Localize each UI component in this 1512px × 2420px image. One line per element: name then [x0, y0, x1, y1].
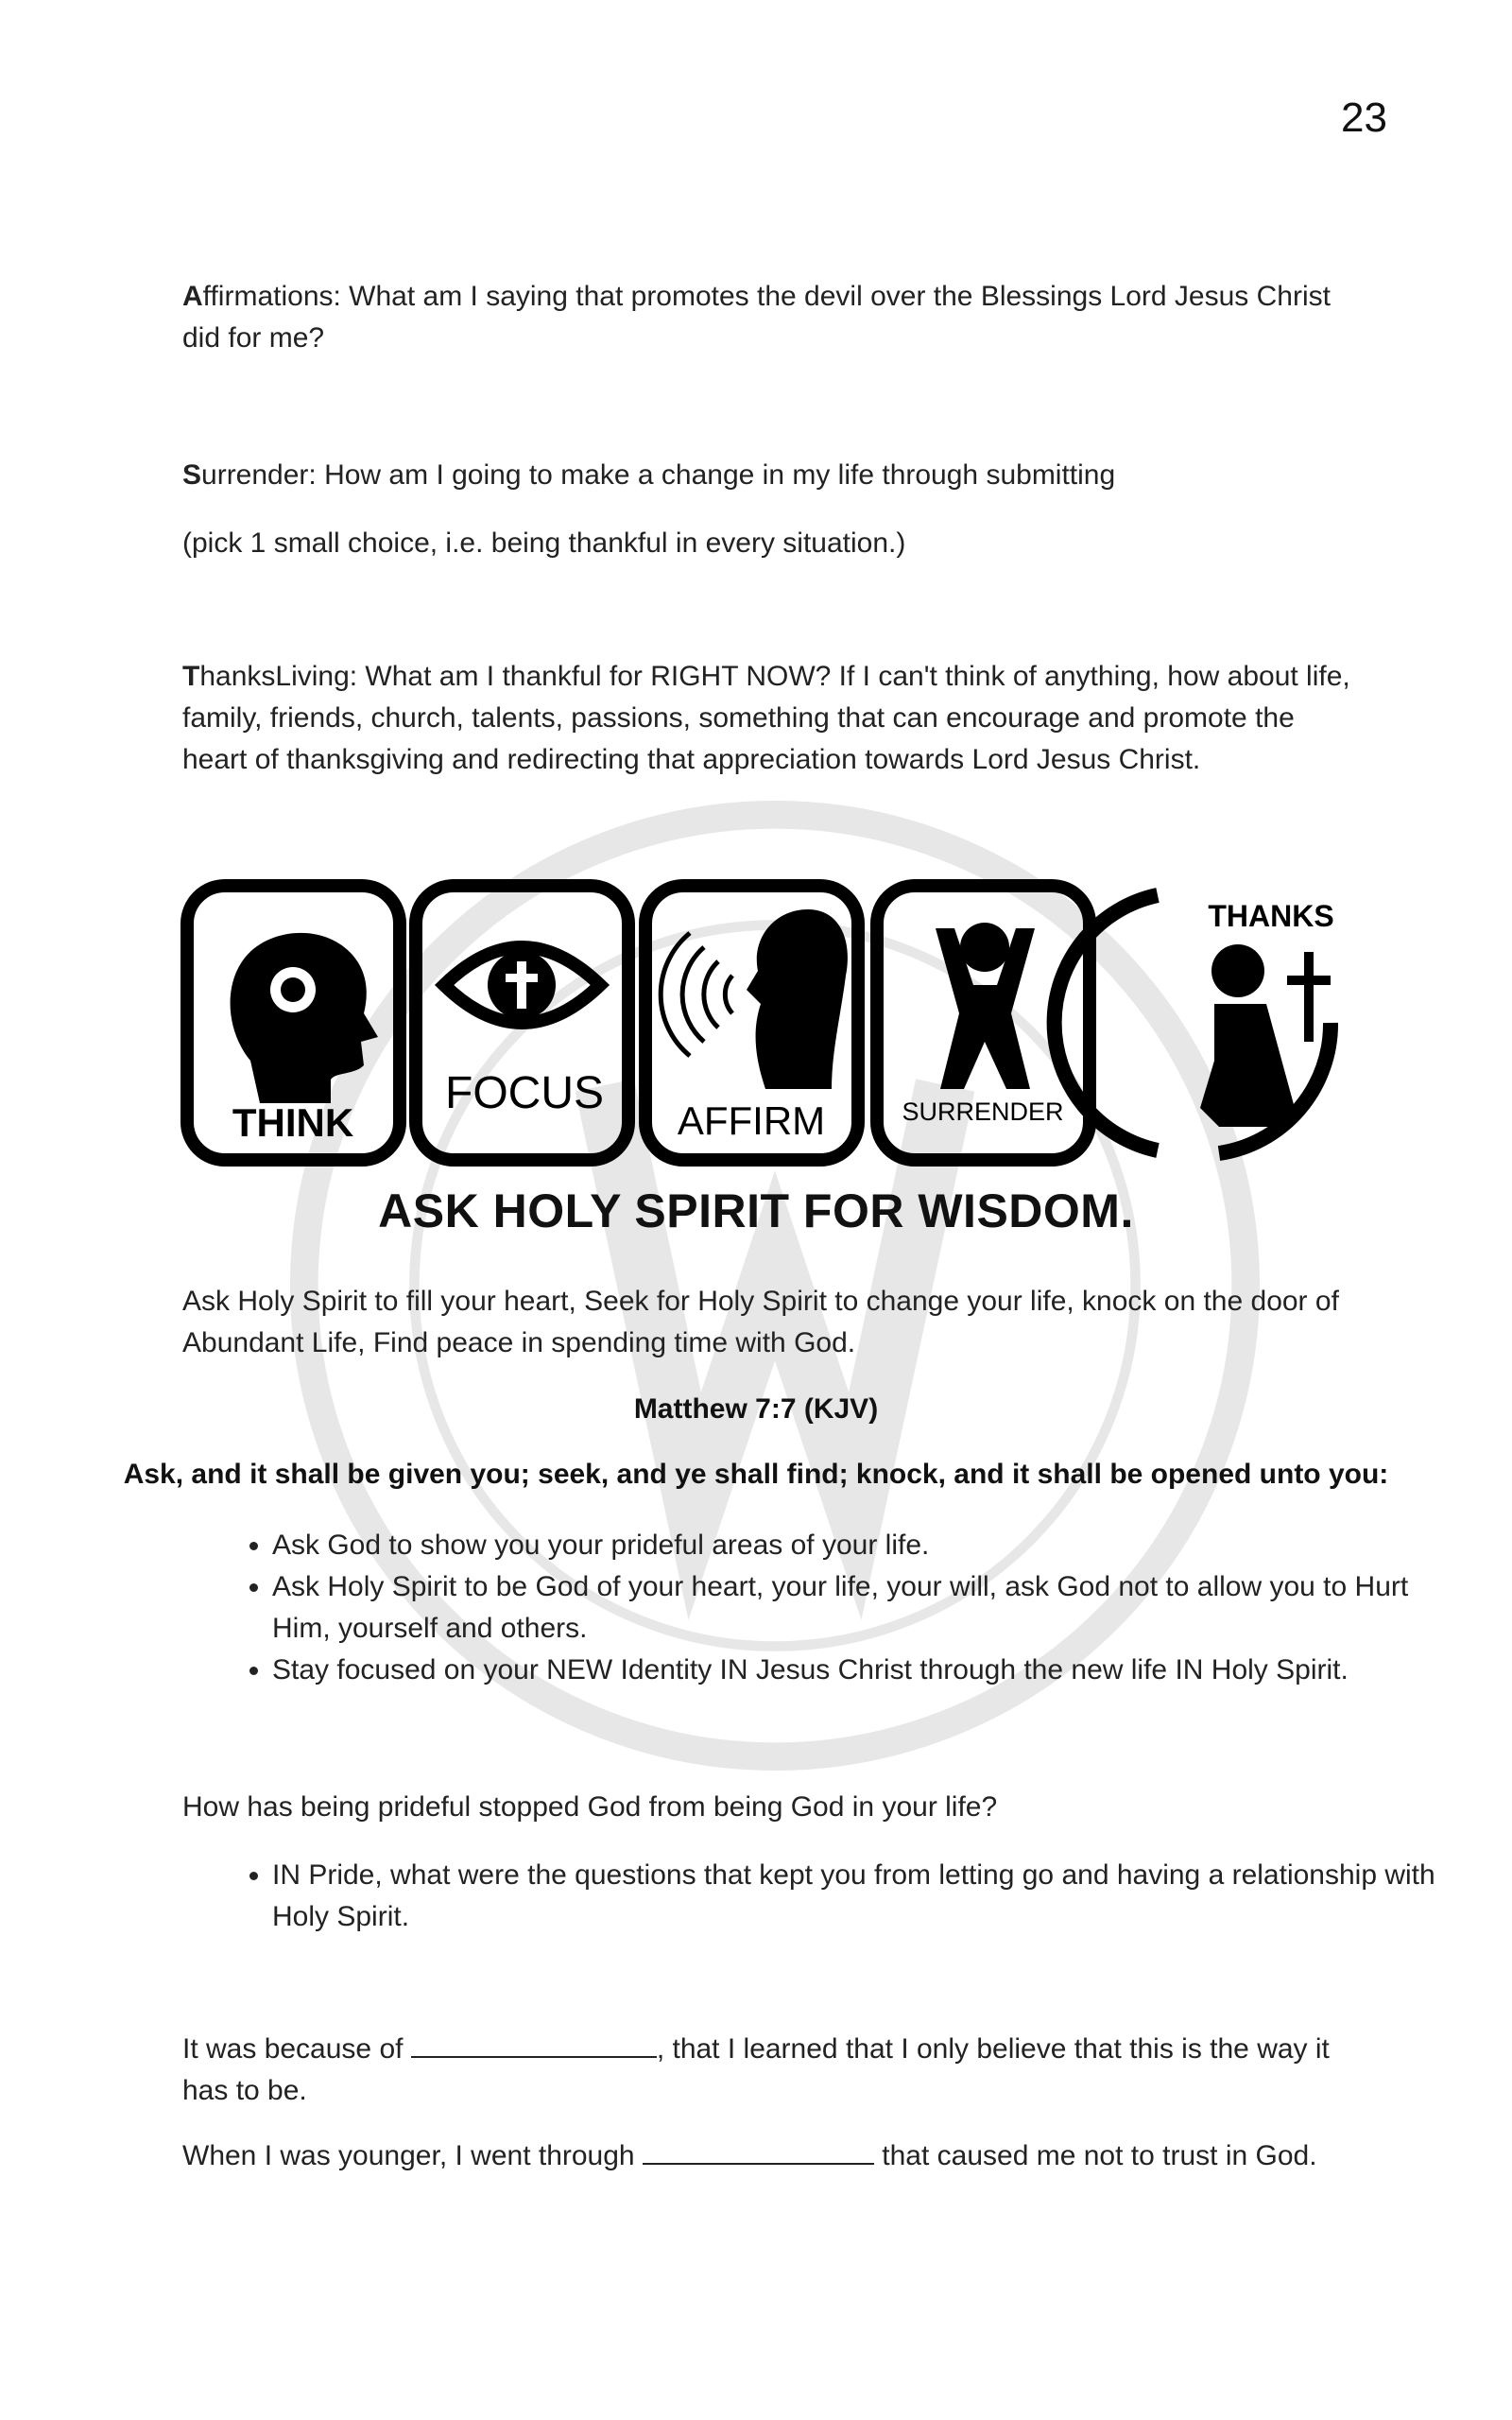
focus-label: FOCUS — [445, 1068, 604, 1118]
person-arms-raised-icon — [936, 923, 1035, 1089]
think-label: THINK — [232, 1100, 354, 1145]
pride-bullet-list — [182, 1855, 1453, 1938]
fill-in-2-after: that caused me not to trust in God. — [873, 2140, 1317, 2171]
list-item: • Ask God to show you your prideful areas of your life. — [272, 1525, 1453, 1566]
affirmations-text: ffirmations: What am I saying that promotes the devil over the Blessings Lord Jesus Christ did for me? — [182, 281, 1331, 354]
fill-in-blank-2[interactable] — [643, 2135, 874, 2165]
fill-in-1-after: , that I learned that I only believe that this is the way it has to be. — [182, 2033, 1330, 2106]
thanks-label: THANKS — [1208, 899, 1334, 933]
focus-panel — [416, 886, 628, 1160]
affirm-panel — [645, 886, 858, 1160]
list-item: • Ask Holy Spirit to be God of your heart, your life, your will, ask God not to allow you to Hurt Him, yourself and others. — [272, 1566, 1453, 1650]
eye-with-cross-icon — [444, 947, 600, 1023]
thanks-panel — [1055, 895, 1334, 1153]
verse-text: Ask, and it shall be given you; seek, and ye shall find; knock, and it shall be opened unto you: — [123, 1459, 1389, 1490]
fill-in-1-before: It was because of — [182, 2033, 411, 2065]
prayer-bullet-list — [182, 1525, 1453, 1691]
surrender-label: SURRENDER — [902, 1098, 1064, 1126]
fill-in-sentence-2 — [182, 2135, 1359, 2177]
ask-paragraph: Ask Holy Spirit to fill your heart, Seek for Holy Spirit to change your life, knock on the door of Abundant Life, Find peace in spending time with God. — [182, 1286, 1339, 1358]
surrender-note: (pick 1 small choice, i.e. being thankful in every situation.) — [182, 527, 906, 559]
affirmations-lead-letter: A — [182, 281, 203, 312]
list-item: • Stay focused on your NEW Identity IN Jesus Christ through the new life IN Holy Spirit. — [272, 1650, 1453, 1691]
page-number: 23 — [1341, 95, 1387, 141]
think-panel — [187, 886, 400, 1160]
pride-question: How has being prideful stopped God from being God in your life? — [182, 1791, 998, 1823]
thanksliving-paragraph — [182, 656, 1359, 781]
speaking-head-icon — [661, 909, 848, 1089]
verse-reference: Matthew 7:7 (KJV) — [633, 1393, 879, 1425]
fill-in-sentence-1 — [182, 2028, 1359, 2112]
list-item: • IN Pride, what were the questions that kept you from letting go and having a relationship with Holy Spirit. — [272, 1855, 1453, 1938]
surrender-paragraph — [182, 455, 1359, 496]
thanksliving-lead-letter: T — [182, 661, 200, 692]
affirm-label: AFFIRM — [677, 1098, 826, 1143]
section-heading: ASK HOLY SPIRIT FOR WISDOM. — [378, 1184, 1134, 1237]
surrender-lead-letter: S — [182, 459, 202, 491]
affirmations-paragraph — [182, 276, 1359, 359]
head-with-crown-icon — [231, 933, 378, 1103]
thanksliving-text: hanksLiving: What am I thankful for RIGHT NOW? If I can't think of anything, how about life, family, friends, church, talents, passions, something that can encourage and promote the heart of thanksgiving and redirecting that appreciation towards Lord Jesus Christ. — [182, 661, 1350, 775]
fill-in-blank-1[interactable] — [411, 2028, 657, 2058]
tfast-icon-banner — [180, 872, 1356, 1179]
surrender-text: urrender: How am I going to make a change in my life through submitting — [201, 459, 1116, 491]
fill-in-2-before: When I was younger, I went through — [182, 2140, 643, 2171]
